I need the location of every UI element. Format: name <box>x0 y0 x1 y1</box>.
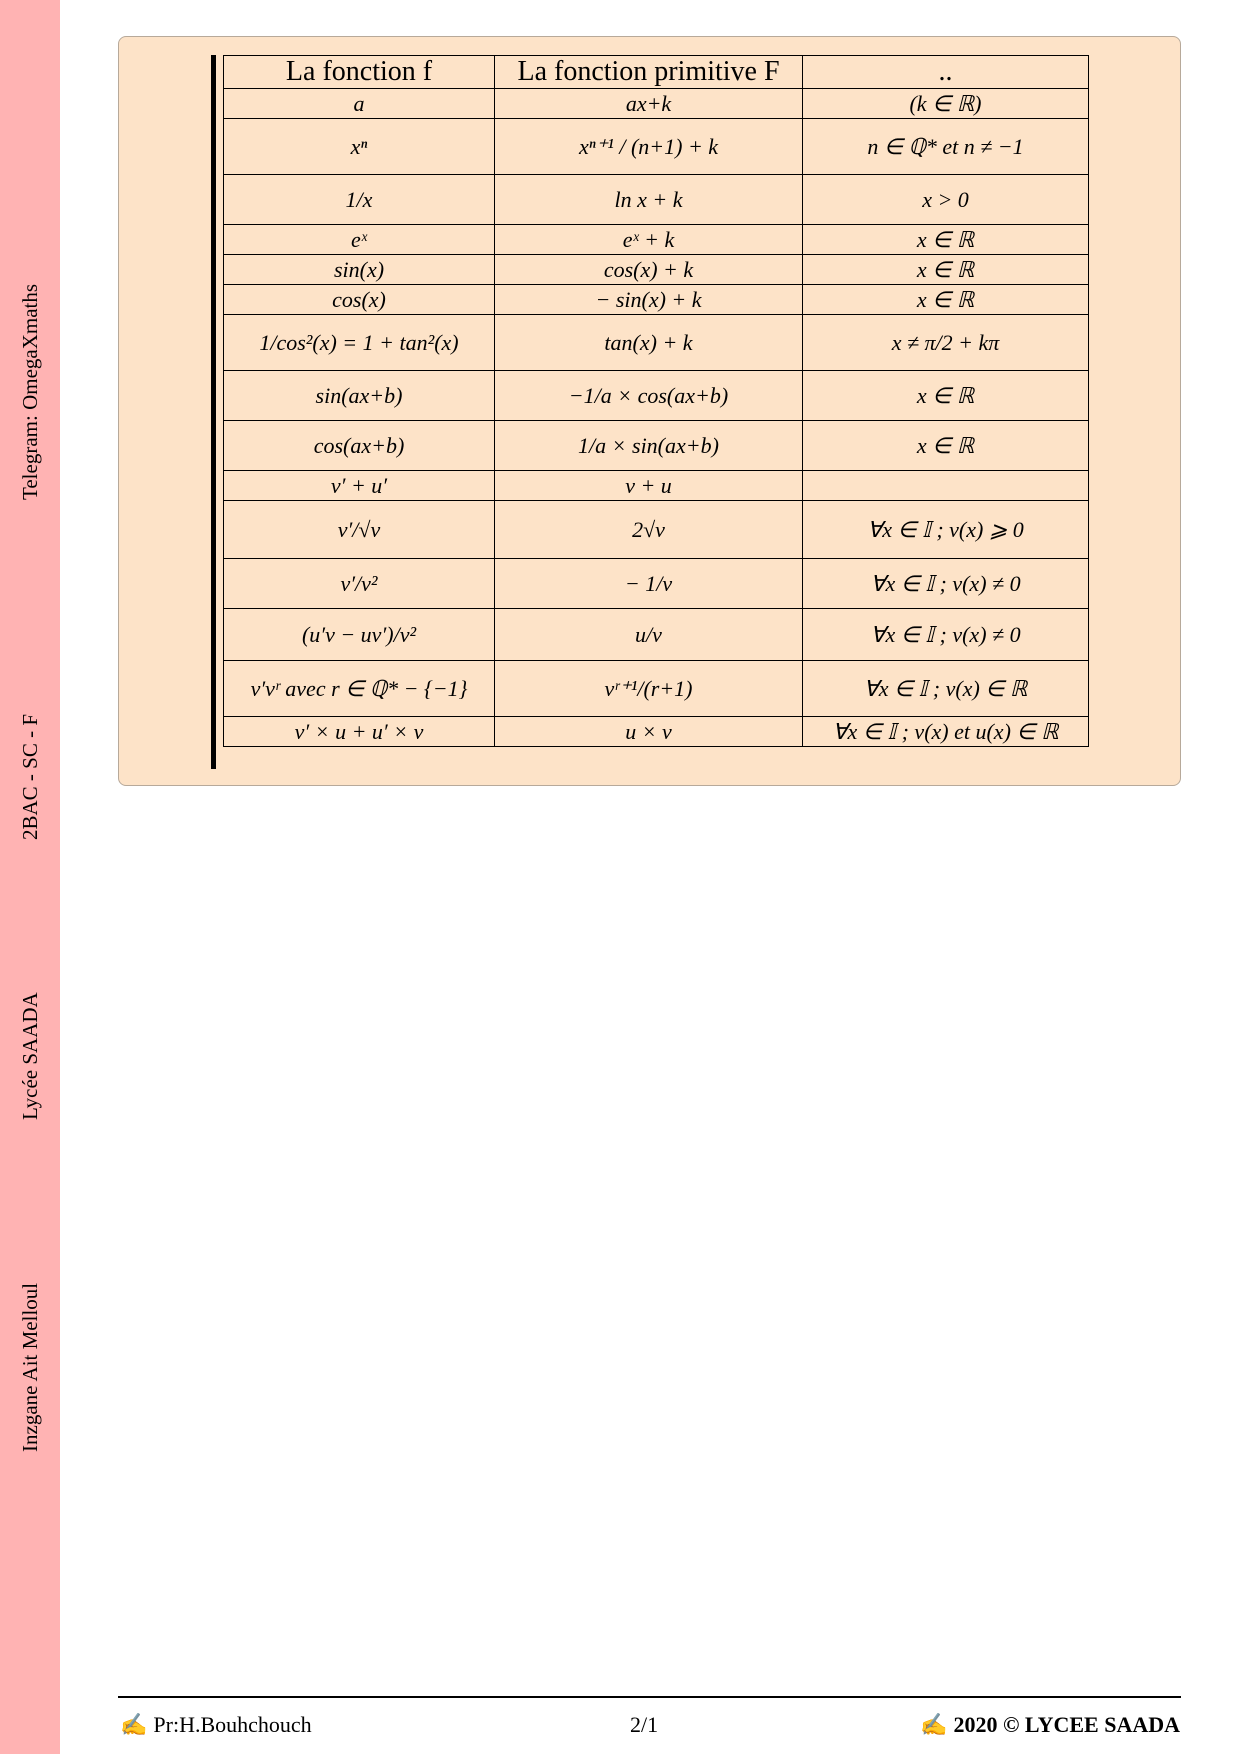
primitives-table <box>223 55 1089 747</box>
cell-primitive: ln x + k <box>495 175 803 225</box>
table-row <box>224 471 1089 501</box>
footer-author-text: Pr:H.Bouhchouch <box>153 1712 312 1737</box>
cell-condition: x ∈ ℝ <box>803 255 1089 285</box>
cell-condition: ∀x ∈ 𝕀 ; v(x) ∈ ℝ <box>803 661 1089 717</box>
footer-author <box>120 1712 312 1738</box>
cell-condition: x ∈ ℝ <box>803 225 1089 255</box>
cell-condition: x ∈ ℝ <box>803 371 1089 421</box>
table-body <box>224 89 1089 747</box>
panel-left-bar <box>211 55 216 769</box>
primitives-panel <box>118 36 1181 786</box>
cell-condition: n ∈ ℚ* et n ≠ −1 <box>803 119 1089 175</box>
cell-function: a <box>224 89 495 119</box>
cell-condition: x ∈ ℝ <box>803 421 1089 471</box>
cell-function: v′ × u + u′ × v <box>224 717 495 747</box>
cell-function: xⁿ <box>224 119 495 175</box>
table-row <box>224 315 1089 371</box>
sidebar <box>0 0 60 1754</box>
footer-rule <box>118 1696 1181 1698</box>
footer-page-number: 2/1 <box>630 1712 659 1737</box>
cell-function: 1/cos²(x) = 1 + tan²(x) <box>224 315 495 371</box>
cell-primitive: eˣ + k <box>495 225 803 255</box>
cell-primitive: tan(x) + k <box>495 315 803 371</box>
cell-function: cos(x) <box>224 285 495 315</box>
cell-condition <box>803 471 1089 501</box>
header-primitive: La fonction primitive F <box>495 56 803 89</box>
cell-primitive: ax+k <box>495 89 803 119</box>
sidebar-label-school: Lycée SAADA <box>18 992 42 1120</box>
table-row <box>224 717 1089 747</box>
cell-function: v′vʳ avec r ∈ ℚ* − {−1} <box>224 661 495 717</box>
cell-primitive: u/v <box>495 609 803 661</box>
table-row <box>224 371 1089 421</box>
table-row <box>224 285 1089 315</box>
sidebar-label-telegram: Telegram: OmegaXmaths <box>18 283 42 500</box>
cell-primitive: 1/a × sin(ax+b) <box>495 421 803 471</box>
cell-condition: ∀x ∈ 𝕀 ; v(x) ⩾ 0 <box>803 501 1089 559</box>
table-header-row <box>224 56 1089 89</box>
cell-primitive: 2√v <box>495 501 803 559</box>
cell-condition: (k ∈ ℝ) <box>803 89 1089 119</box>
footer-copyright-text: 2020 © LYCEE SAADA <box>953 1712 1180 1737</box>
table-row <box>224 559 1089 609</box>
cell-function: v′/v² <box>224 559 495 609</box>
cell-condition: ∀x ∈ 𝕀 ; v(x) ≠ 0 <box>803 609 1089 661</box>
cell-function: eˣ <box>224 225 495 255</box>
pen-hand-icon: ✍ <box>120 1712 148 1737</box>
table-row <box>224 501 1089 559</box>
cell-condition: x > 0 <box>803 175 1089 225</box>
table-row <box>224 609 1089 661</box>
table-row <box>224 661 1089 717</box>
header-function: La fonction f <box>224 56 495 89</box>
pen-hand-icon: ✍ <box>920 1712 948 1737</box>
table-row <box>224 225 1089 255</box>
cell-primitive: vʳ⁺¹/(r+1) <box>495 661 803 717</box>
cell-function: cos(ax+b) <box>224 421 495 471</box>
cell-condition: ∀x ∈ 𝕀 ; v(x) ≠ 0 <box>803 559 1089 609</box>
cell-primitive: xⁿ⁺¹ / (n+1) + k <box>495 119 803 175</box>
cell-function: 1/x <box>224 175 495 225</box>
cell-primitive: − sin(x) + k <box>495 285 803 315</box>
cell-primitive: cos(x) + k <box>495 255 803 285</box>
cell-function: sin(x) <box>224 255 495 285</box>
header-condition: .. <box>803 56 1089 89</box>
cell-function: (u′v − uv′)/v² <box>224 609 495 661</box>
sidebar-label-class: 2BAC - SC - F <box>18 713 42 840</box>
cell-condition: ∀x ∈ 𝕀 ; v(x) et u(x) ∈ ℝ <box>803 717 1089 747</box>
cell-function: v′ + u′ <box>224 471 495 501</box>
cell-primitive: u × v <box>495 717 803 747</box>
table-row <box>224 89 1089 119</box>
cell-function: v′/√v <box>224 501 495 559</box>
table-row <box>224 255 1089 285</box>
cell-primitive: −1/a × cos(ax+b) <box>495 371 803 421</box>
table-row <box>224 119 1089 175</box>
sidebar-label-city: Inzgane Ait Melloul <box>18 1282 42 1452</box>
cell-function: sin(ax+b) <box>224 371 495 421</box>
cell-condition: x ≠ π/2 + kπ <box>803 315 1089 371</box>
cell-condition: x ∈ ℝ <box>803 285 1089 315</box>
cell-primitive: v + u <box>495 471 803 501</box>
cell-primitive: − 1/v <box>495 559 803 609</box>
footer-copyright <box>920 1712 1180 1738</box>
table-row <box>224 421 1089 471</box>
table-row <box>224 175 1089 225</box>
